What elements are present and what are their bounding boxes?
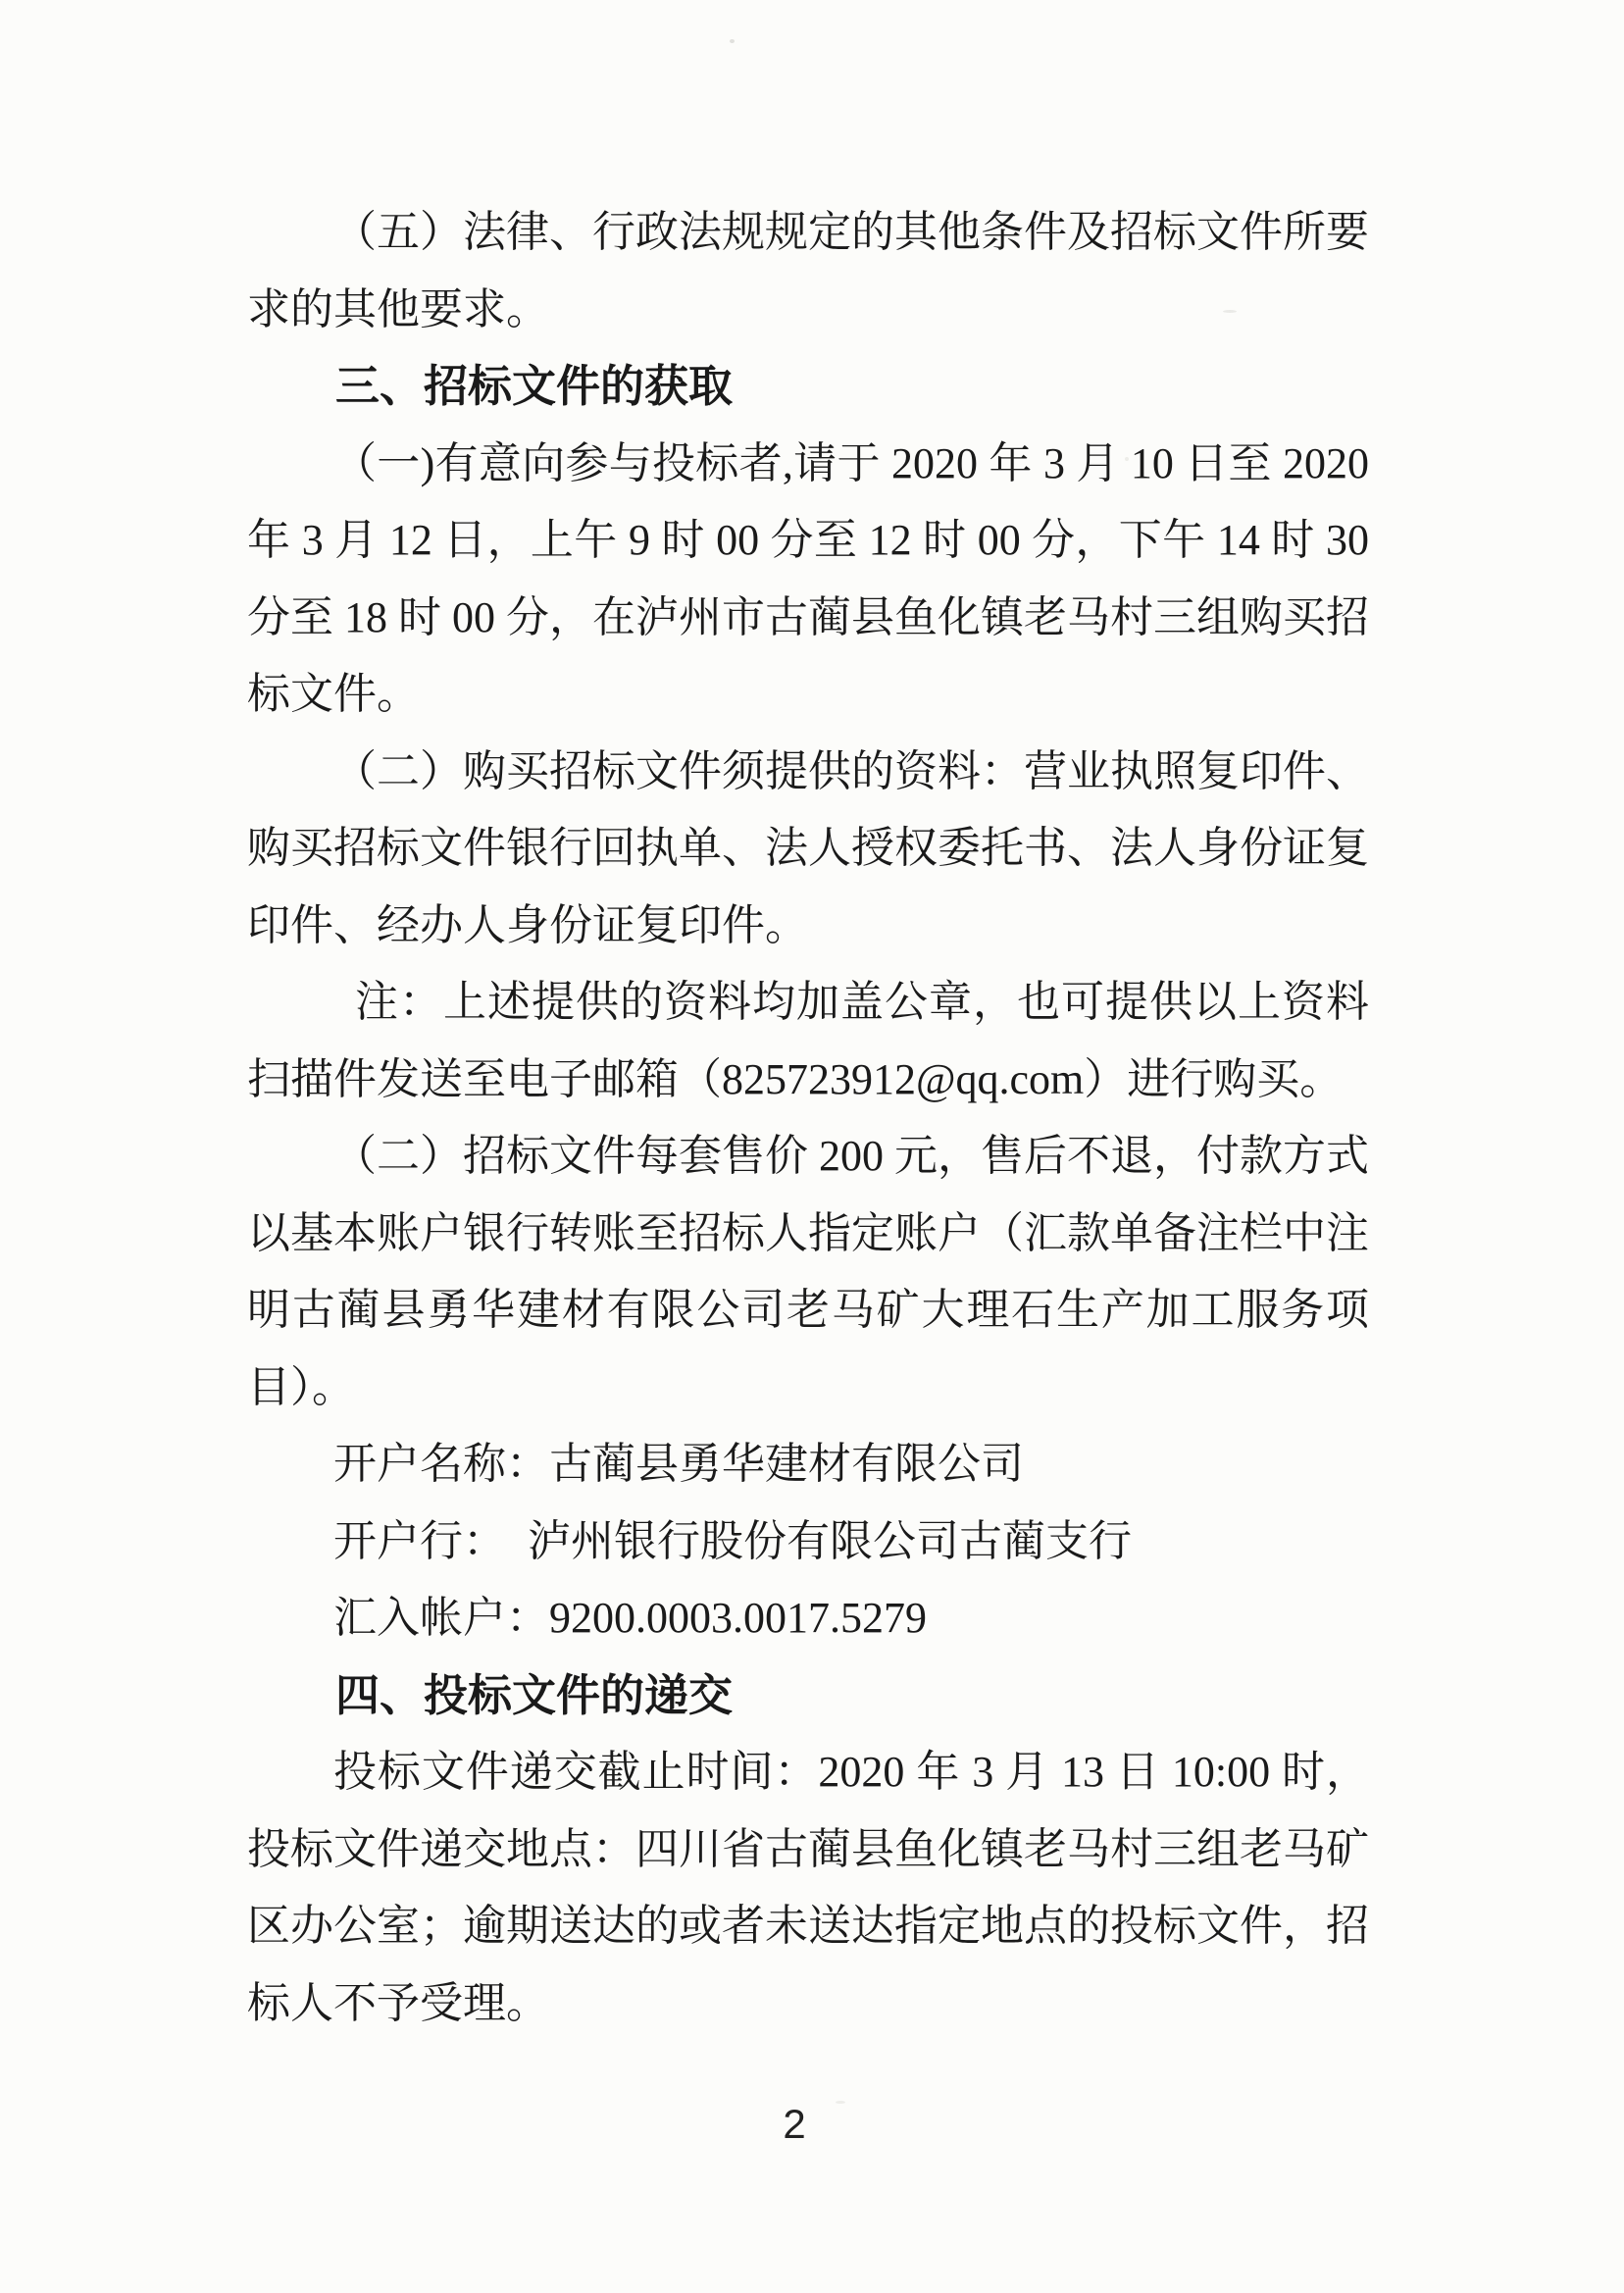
document-line: 投标文件递交地点：四川省古蔺县鱼化镇老马村三组老马矿 [247,1824,1369,1873]
document-body [247,194,1369,2042]
section-heading: 四、投标文件的递交 [335,1669,734,1720]
document-line: 求的其他要求。 [247,284,549,333]
scan-speck [730,39,735,43]
document-line: 标文件。 [247,670,420,718]
scan-speck [1125,457,1129,461]
document-line: 以基本账户银行转账至招标人指定账户（汇款单备注栏中注 [247,1208,1369,1257]
document-line: 购买招标文件银行回执单、法人授权委托书、法人身份证复 [247,824,1369,872]
document-line: 注：上述提供的资料均加盖公章，也可提供以上资料 [355,978,1369,1026]
document-line: 分至 18 时 00 分，在泸州市古蔺县鱼化镇老马村三组购买招 [247,592,1369,641]
document-line: 投标文件递交截止时间：2020 年 3 月 13 日 10:00 时， [333,1748,1369,1796]
document-line: 标人不予受理。 [247,1978,549,2027]
section-heading: 三、招标文件的获取 [335,361,734,411]
document-line: 区办公室；逾期送达的或者未送达指定地点的投标文件，招 [247,1902,1369,1950]
scan-speck [836,2101,845,2104]
document-line: 印件、经办人身份证复印件。 [247,900,808,949]
document-line: 目）。 [247,1362,355,1411]
document-line: （五）法律、行政法规规定的其他条件及招标文件所要 [333,208,1369,256]
document-line: 开户名称：古蔺县勇华建材有限公司 [333,1440,1024,1488]
document-line: 年 3 月 12 日，上午 9 时 00 分至 12 时 00 分，下午 14 时 30 [247,516,1369,564]
document-line: 开户行： 泸州银行股份有限公司古蔺支行 [333,1516,1132,1565]
document-line: 汇入帐户：9200.0003.0017.5279 [333,1594,927,1642]
document-line: 扫描件发送至电子邮箱（825723912@qq.com）进行购买。 [247,1054,1344,1103]
document-line: （二）购买招标文件须提供的资料：营业执照复印件、 [333,746,1369,795]
page-number: 2 [783,2101,806,2147]
document-line: （一)有意向参与投标者,请于 2020 年 3 月 10 日至 2020 [333,438,1369,487]
document-line: 明古蔺县勇华建材有限公司老马矿大理石生产加工服务项 [247,1286,1369,1334]
scan-speck [1223,310,1237,313]
document-line: （二）招标文件每套售价 200 元，售后不退，付款方式 [333,1132,1369,1180]
